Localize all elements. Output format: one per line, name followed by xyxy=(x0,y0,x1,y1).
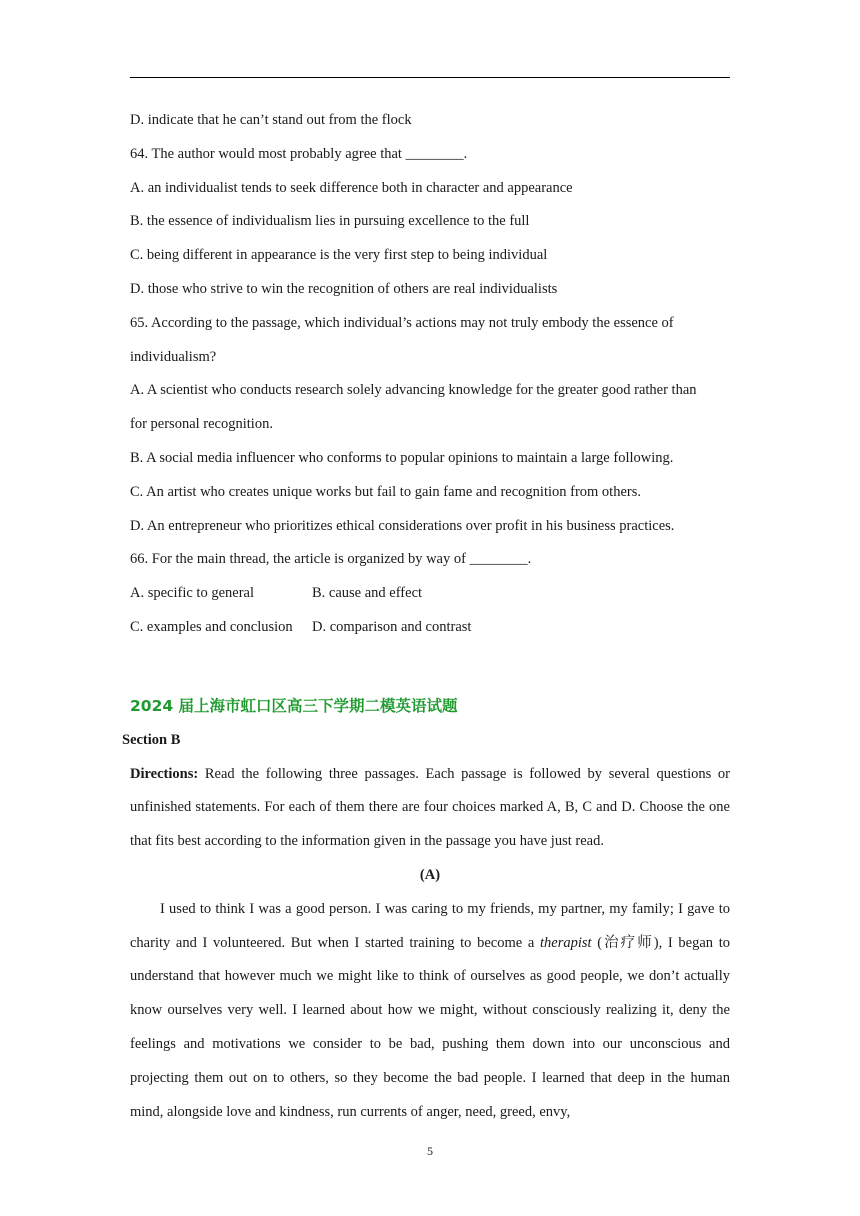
section-label: Section B xyxy=(122,731,181,748)
q66-options-row-1 xyxy=(130,577,730,611)
q64-option-d: D. those who strive to win the recognition of others are real individualists xyxy=(130,280,558,297)
q64-stem: 64. The author would most probably agree that ________. xyxy=(130,145,468,162)
q66-option-b: B. cause and effect xyxy=(312,585,423,602)
passage-label: (A) xyxy=(419,866,441,883)
passage-text-start: I used to think I was a good person. I was caring to my friends, my partner, my family; I gave to charity and I volunteered. But when I started training to become a xyxy=(130,900,730,951)
q64-option-a: A. an individualist tends to seek difference both in character and appearance xyxy=(130,179,573,196)
page-content xyxy=(122,104,730,1129)
passage-text-rest: (治疗师), I began to understand that however much we might like to think of ourselves as good people, we don’t actually know ourselves very well. I learned about how we might, without consciously realizing it, deny the feelings and motivations we consider to be bad, pushing them down into our unconscious and projecting them out on to others, so they become the bad people. I learned that deep in the human mind, alongside love and kindness, run currents of anger, need, greed, envy, xyxy=(130,934,730,1120)
passage-italic-term: therapist xyxy=(539,934,592,951)
exam-title: 2024 届上海市虹口区高三下学期二模英语试题 xyxy=(130,696,458,715)
q65-option-a-line-2: for personal recognition. xyxy=(130,416,273,433)
q66-option-d: D. comparison and contrast xyxy=(312,618,472,635)
directions-paragraph xyxy=(130,758,730,859)
q65-stem-line-2: individualism? xyxy=(130,348,217,365)
q66-option-c: C. examples and conclusion xyxy=(130,618,293,635)
q64-option-b: B. the essence of individualism lies in pursuing excellence to the full xyxy=(130,213,530,230)
q63-option-d: D. indicate that he can’t stand out from the flock xyxy=(130,112,412,128)
section-gap xyxy=(130,645,730,691)
page-number: 5 xyxy=(427,1144,433,1158)
q65-option-c: C. An artist who creates unique works but fail to gain fame and recognition from others. xyxy=(130,483,641,500)
passage-paragraph xyxy=(130,893,730,1130)
q65-stem-line-1: 65. According to the passage, which individual’s actions may not truly embody the essence of xyxy=(130,314,674,331)
directions-text: Read the following three passages. Each passage is followed by several questions or unfinished statements. For each of them there are four choices marked A, B, C and D. Choose the one that fits best according to the information given in the passage you have just read. xyxy=(130,765,730,850)
q65-option-b: B. A social media influencer who conforms to popular opinions to maintain a large following. xyxy=(130,449,674,466)
q66-stem: 66. For the main thread, the article is organized by way of ________. xyxy=(130,551,532,568)
q66-options-row-2 xyxy=(130,611,730,645)
q65-option-a-line-1: A. A scientist who conducts research solely advancing knowledge for the greater good rather than xyxy=(130,382,697,399)
q64-option-c: C. being different in appearance is the very first step to being individual xyxy=(130,247,548,264)
directions-label: Directions: xyxy=(130,765,199,782)
header-rule xyxy=(130,77,730,78)
q66-option-a: A. specific to general xyxy=(130,585,255,602)
q65-option-d: D. An entrepreneur who prioritizes ethical considerations over profit in his business practices. xyxy=(130,517,675,534)
